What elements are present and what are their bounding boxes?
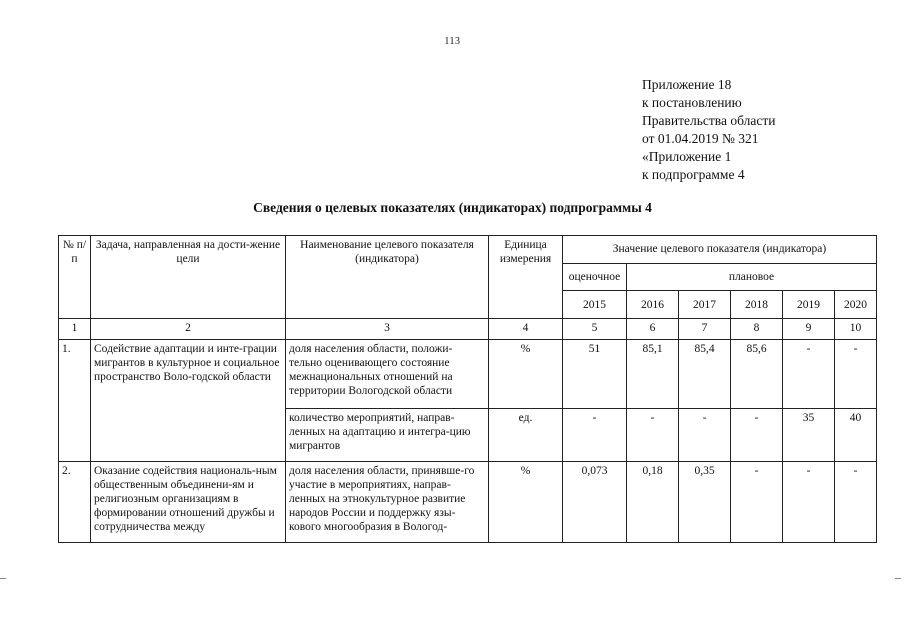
scan-mark-left — [0, 578, 6, 579]
column-number: 4 — [489, 319, 563, 340]
header-task: Задача, направленная на дости-жение цели — [91, 236, 286, 319]
row-value: - — [783, 462, 835, 543]
row-value: - — [679, 409, 731, 462]
row-indicator: количество мероприятий, направ-ленных на адаптацию и интегра-цию мигрантов — [286, 409, 489, 462]
column-number: 5 — [563, 319, 627, 340]
row-value: - — [835, 462, 877, 543]
header-year: 2018 — [731, 291, 783, 319]
row-value: 85,4 — [679, 340, 731, 409]
row-unit: % — [489, 462, 563, 543]
row-value: 51 — [563, 340, 627, 409]
column-number: 8 — [731, 319, 783, 340]
header-value-group: Значение целевого показателя (индикатора) — [563, 236, 877, 264]
column-number: 2 — [91, 319, 286, 340]
column-number: 10 — [835, 319, 877, 340]
header-estimated: оценочное — [563, 263, 627, 291]
row-value: - — [731, 462, 783, 543]
page-number: 113 — [444, 36, 461, 47]
row-unit: % — [489, 340, 563, 409]
appendix-line: Приложение 18 — [642, 77, 732, 92]
header-indicator: Наименование целевого показателя (индикатора) — [286, 236, 489, 319]
header-year: 2017 — [679, 291, 731, 319]
column-number: 1 — [59, 319, 91, 340]
indicators-table — [58, 235, 877, 543]
header-year: 2016 — [627, 291, 679, 319]
table-row — [59, 462, 877, 543]
header-year: 2015 — [563, 291, 627, 319]
row-indicator: доля населения области, принявше-го участие в мероприятиях, направ-ленных на этнокультурное развитие народов России и поддержку язы-кового многообразия в Вологод- — [286, 462, 489, 543]
header-planned: плановое — [627, 263, 877, 291]
row-value: 85,6 — [731, 340, 783, 409]
column-number: 9 — [783, 319, 835, 340]
row-value: 85,1 — [627, 340, 679, 409]
row-value: 0,35 — [679, 462, 731, 543]
column-number: 3 — [286, 319, 489, 340]
row-num: 1. — [59, 340, 91, 462]
header-year: 2020 — [835, 291, 877, 319]
row-value: 40 — [835, 409, 877, 462]
row-value: 0,073 — [563, 462, 627, 543]
row-unit: ед. — [489, 409, 563, 462]
appendix-line: Правительства области — [642, 113, 776, 128]
row-value: - — [563, 409, 627, 462]
appendix-line: к постановлению — [642, 95, 742, 110]
header-year: 2019 — [783, 291, 835, 319]
header-num: № п/п — [59, 236, 91, 319]
appendix-block — [642, 76, 775, 184]
row-task: Содействие адаптации и инте-грации мигрантов в культурное и социальное пространство Воло-годской области — [91, 340, 286, 462]
row-value: 0,18 — [627, 462, 679, 543]
row-task: Оказание содействия националь-ным общественным объединени-ям и религиозным организациям в формировании отношений дружбы и сотрудничества между — [91, 462, 286, 543]
row-indicator: доля населения области, положи-тельно оценивающего состояние межнациональных отношений на территории Вологодской области — [286, 340, 489, 409]
appendix-line: к подпрограмме 4 — [642, 167, 745, 182]
table-row — [59, 340, 877, 409]
row-num: 2. — [59, 462, 91, 543]
row-value: - — [627, 409, 679, 462]
appendix-line: «Приложение 1 — [642, 149, 732, 164]
row-value: - — [835, 340, 877, 409]
header-unit: Единица измерения — [489, 236, 563, 319]
document-title: Сведения о целевых показателях (индикаторах) подпрограммы 4 — [253, 200, 652, 215]
scan-mark-right — [895, 578, 901, 579]
column-number: 6 — [627, 319, 679, 340]
row-value: - — [731, 409, 783, 462]
column-number: 7 — [679, 319, 731, 340]
appendix-line: от 01.04.2019 № 321 — [642, 131, 759, 146]
row-value: 35 — [783, 409, 835, 462]
row-value: - — [783, 340, 835, 409]
